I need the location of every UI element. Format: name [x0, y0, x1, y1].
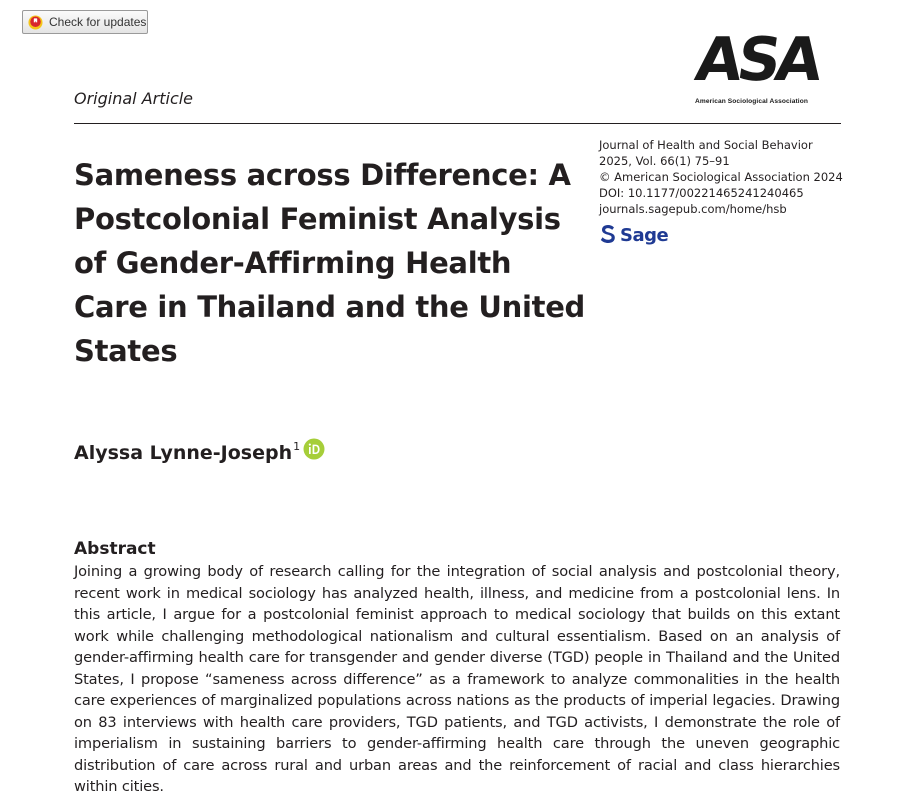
journal-url[interactable]: journals.sagepub.com/home/hsb	[599, 202, 787, 216]
affiliation-mark: 1	[293, 440, 301, 453]
asa-logo-mark: ASA	[691, 25, 823, 95]
abstract-text: Joining a growing body of research calling for the integration of social analysis and postcolonial theory, recent work in medical sociology has analyzed health, illness, and medicine from a postcolonial lens. In this article, I argue for a postcolonial feminist approach to medical sociology that builds on this extant work while challenging methodological nationalism and cultural essentialism. Based on an analysis of gender-affirming health care for transgender and gender diverse (TGD) people in Thailand and the United States, I propose “sameness across difference” as a framework to analyze commonalities in the health care experiences of marginalized populations across nations as the products of imperial legacies. Drawing on 83 interviews with health care providers, TGD patients, and TGD activists, I demonstrate the role of imperialism in sustaining barriers to gender-affirming health care through the uneven geographic distribution of care across rural and urban areas and the reinforcement of racial and class hierarchies within cities.	[74, 563, 840, 795]
asa-logo-subtitle: American Sociological Association	[695, 98, 808, 105]
author-line	[74, 439, 325, 467]
journal-name: Journal of Health and Social Behavior	[599, 138, 813, 152]
sage-s-icon	[599, 223, 617, 247]
crossmark-icon	[28, 15, 43, 30]
orcid-icon[interactable]	[303, 438, 325, 460]
header-divider	[74, 123, 841, 124]
abstract-heading: Abstract	[74, 539, 156, 559]
sage-label: Sage	[620, 224, 669, 246]
check-for-updates-button[interactable]	[22, 10, 148, 34]
sage-logo	[599, 223, 668, 247]
journal-citation: 2025, Vol. 66(1) 75–91	[599, 154, 730, 168]
journal-copyright: © American Sociological Association 2024	[599, 170, 843, 184]
journal-info	[599, 137, 843, 217]
article-type: Original Article	[74, 89, 194, 108]
asa-logo	[691, 25, 840, 108]
author-name: Alyssa Lynne-Joseph	[74, 442, 293, 464]
article-title: Sameness across Difference: A Postcolonial Feminist Analysis of Gender-Affirming Health Care in Thailand and the United States	[74, 158, 586, 368]
journal-doi[interactable]: DOI: 10.1177/00221465241240465	[599, 186, 804, 200]
check-for-updates-label: Check for updates	[49, 15, 147, 29]
